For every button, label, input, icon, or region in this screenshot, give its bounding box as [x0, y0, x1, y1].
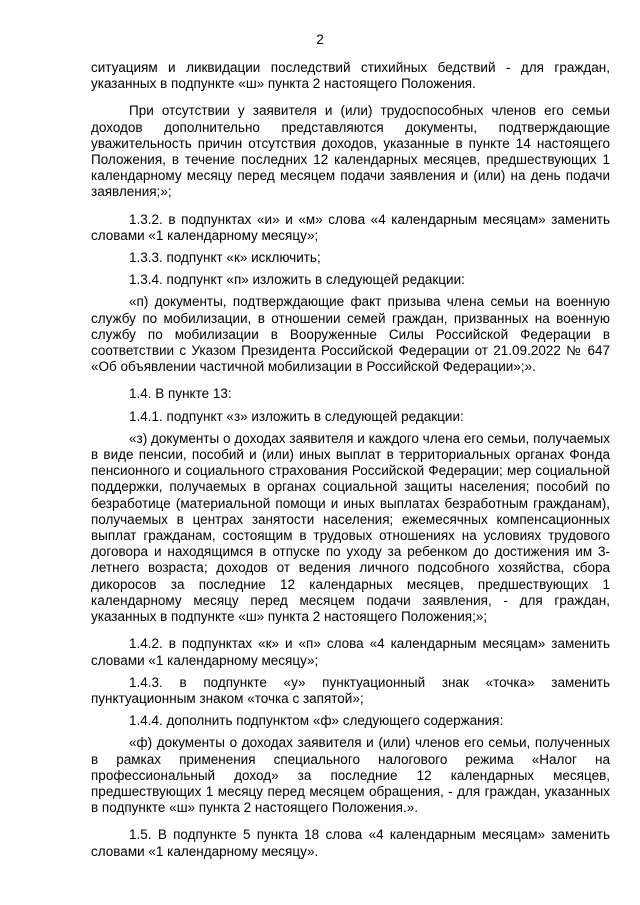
paragraph: «ф) документы о доходах заявителя и (или) членов его семьи, полученных в рамках применения специального налогового режима «Налог на профессиональный доход» за последние 12 календарных месяцев, предшествующих 1 месяцу перед месяцем обращения, - для граждан, указанных в подпункте «ш» пункта 2 настоящего Положения.».: [91, 735, 610, 816]
paragraph: «з) документы о доходах заявителя и каждого члена его семьи, получаемых в виде пенсии, пособий и (или) иных выплат в территориальных органах Фонда пенсионного и социального страхования Российской Федерации; мер социальной поддержки, получаемых в органах социальной защиты населения; пособий по безработице (материальной помощи и иных выплатах безработным гражданам), получаемых в центрах занятости населения; ежемесячных компенсационных выплат гражданам, состоящим в трудовых отношениях на условиях трудового договора и находящимся в отпуске по уходу за ребенком до достижения им 3-летнего возраста; доходов от ведения личного подсобного хозяйства, сбора дикоросов за последние 12 календарных месяцев, предшествующих 1 календарному месяцу перед месяцем подачи заявления, - для граждан, указанных в подпункте «ш» пункта 2 настоящего Положения;»;: [91, 430, 610, 625]
document-body: [91, 60, 610, 866]
paragraph: 1.4. В пункте 13:: [129, 386, 232, 402]
paragraph: 1.5. В подпункте 5 пункта 18 слова «4 календарным месяцам» заменить словами «1 календарному месяцу».: [91, 827, 610, 859]
paragraph: 1.4.4. дополнить подпунктом «ф» следующего содержания:: [129, 713, 504, 729]
paragraph: 1.3.4. подпункт «п» изложить в следующей редакции:: [129, 272, 465, 288]
paragraph: 1.4.3. в подпункте «у» пунктуационный знак «точка» заменить пунктуационным знаком «точка с запятой»;: [91, 674, 610, 706]
paragraph: При отсутствии у заявителя и (или) трудоспособных членов его семьи доходов дополнительно представляются документы, подтверждающие уважительность причин отсутствия доходов, указанные в пункте 14 настоящего Положения, в течение последних 12 календарных месяцев, предшествующих 1 календарному месяцу перед месяцем подачи заявления и (или) на день подачи заявления;»;: [91, 103, 610, 200]
paragraph: «п) документы, подтверждающие факт призыва члена семьи на военную службу по мобилизации, в отношении семей граждан, призванных на военную службу по мобилизации в Вооруженные Силы Российской Федерации в соответствии с Указом Президента Российской Федерации от 21.09.2022 № 647 «Об объявлении частичной мобилизации в Российской Федерации»;».: [91, 294, 610, 375]
paragraph: 1.3.2. в подпунктах «и» и «м» слова «4 календарным месяцам» заменить словами «1 календарному месяцу»;: [91, 211, 610, 243]
paragraph: 1.3.3. подпункт «к» исключить;: [129, 250, 321, 266]
paragraph-continuation: ситуациям и ликвидации последствий стихийных бедствий - для граждан, указанных в подпункте «ш» пункта 2 настоящего Положения.: [91, 60, 610, 92]
paragraph: 1.4.1. подпункт «з» изложить в следующей редакции:: [129, 408, 464, 424]
page-number: 2: [316, 32, 324, 47]
paragraph: 1.4.2. в подпунктах «к» и «п» слова «4 календарным месяцам» заменить словами «1 календарному месяцу»;: [91, 636, 610, 668]
